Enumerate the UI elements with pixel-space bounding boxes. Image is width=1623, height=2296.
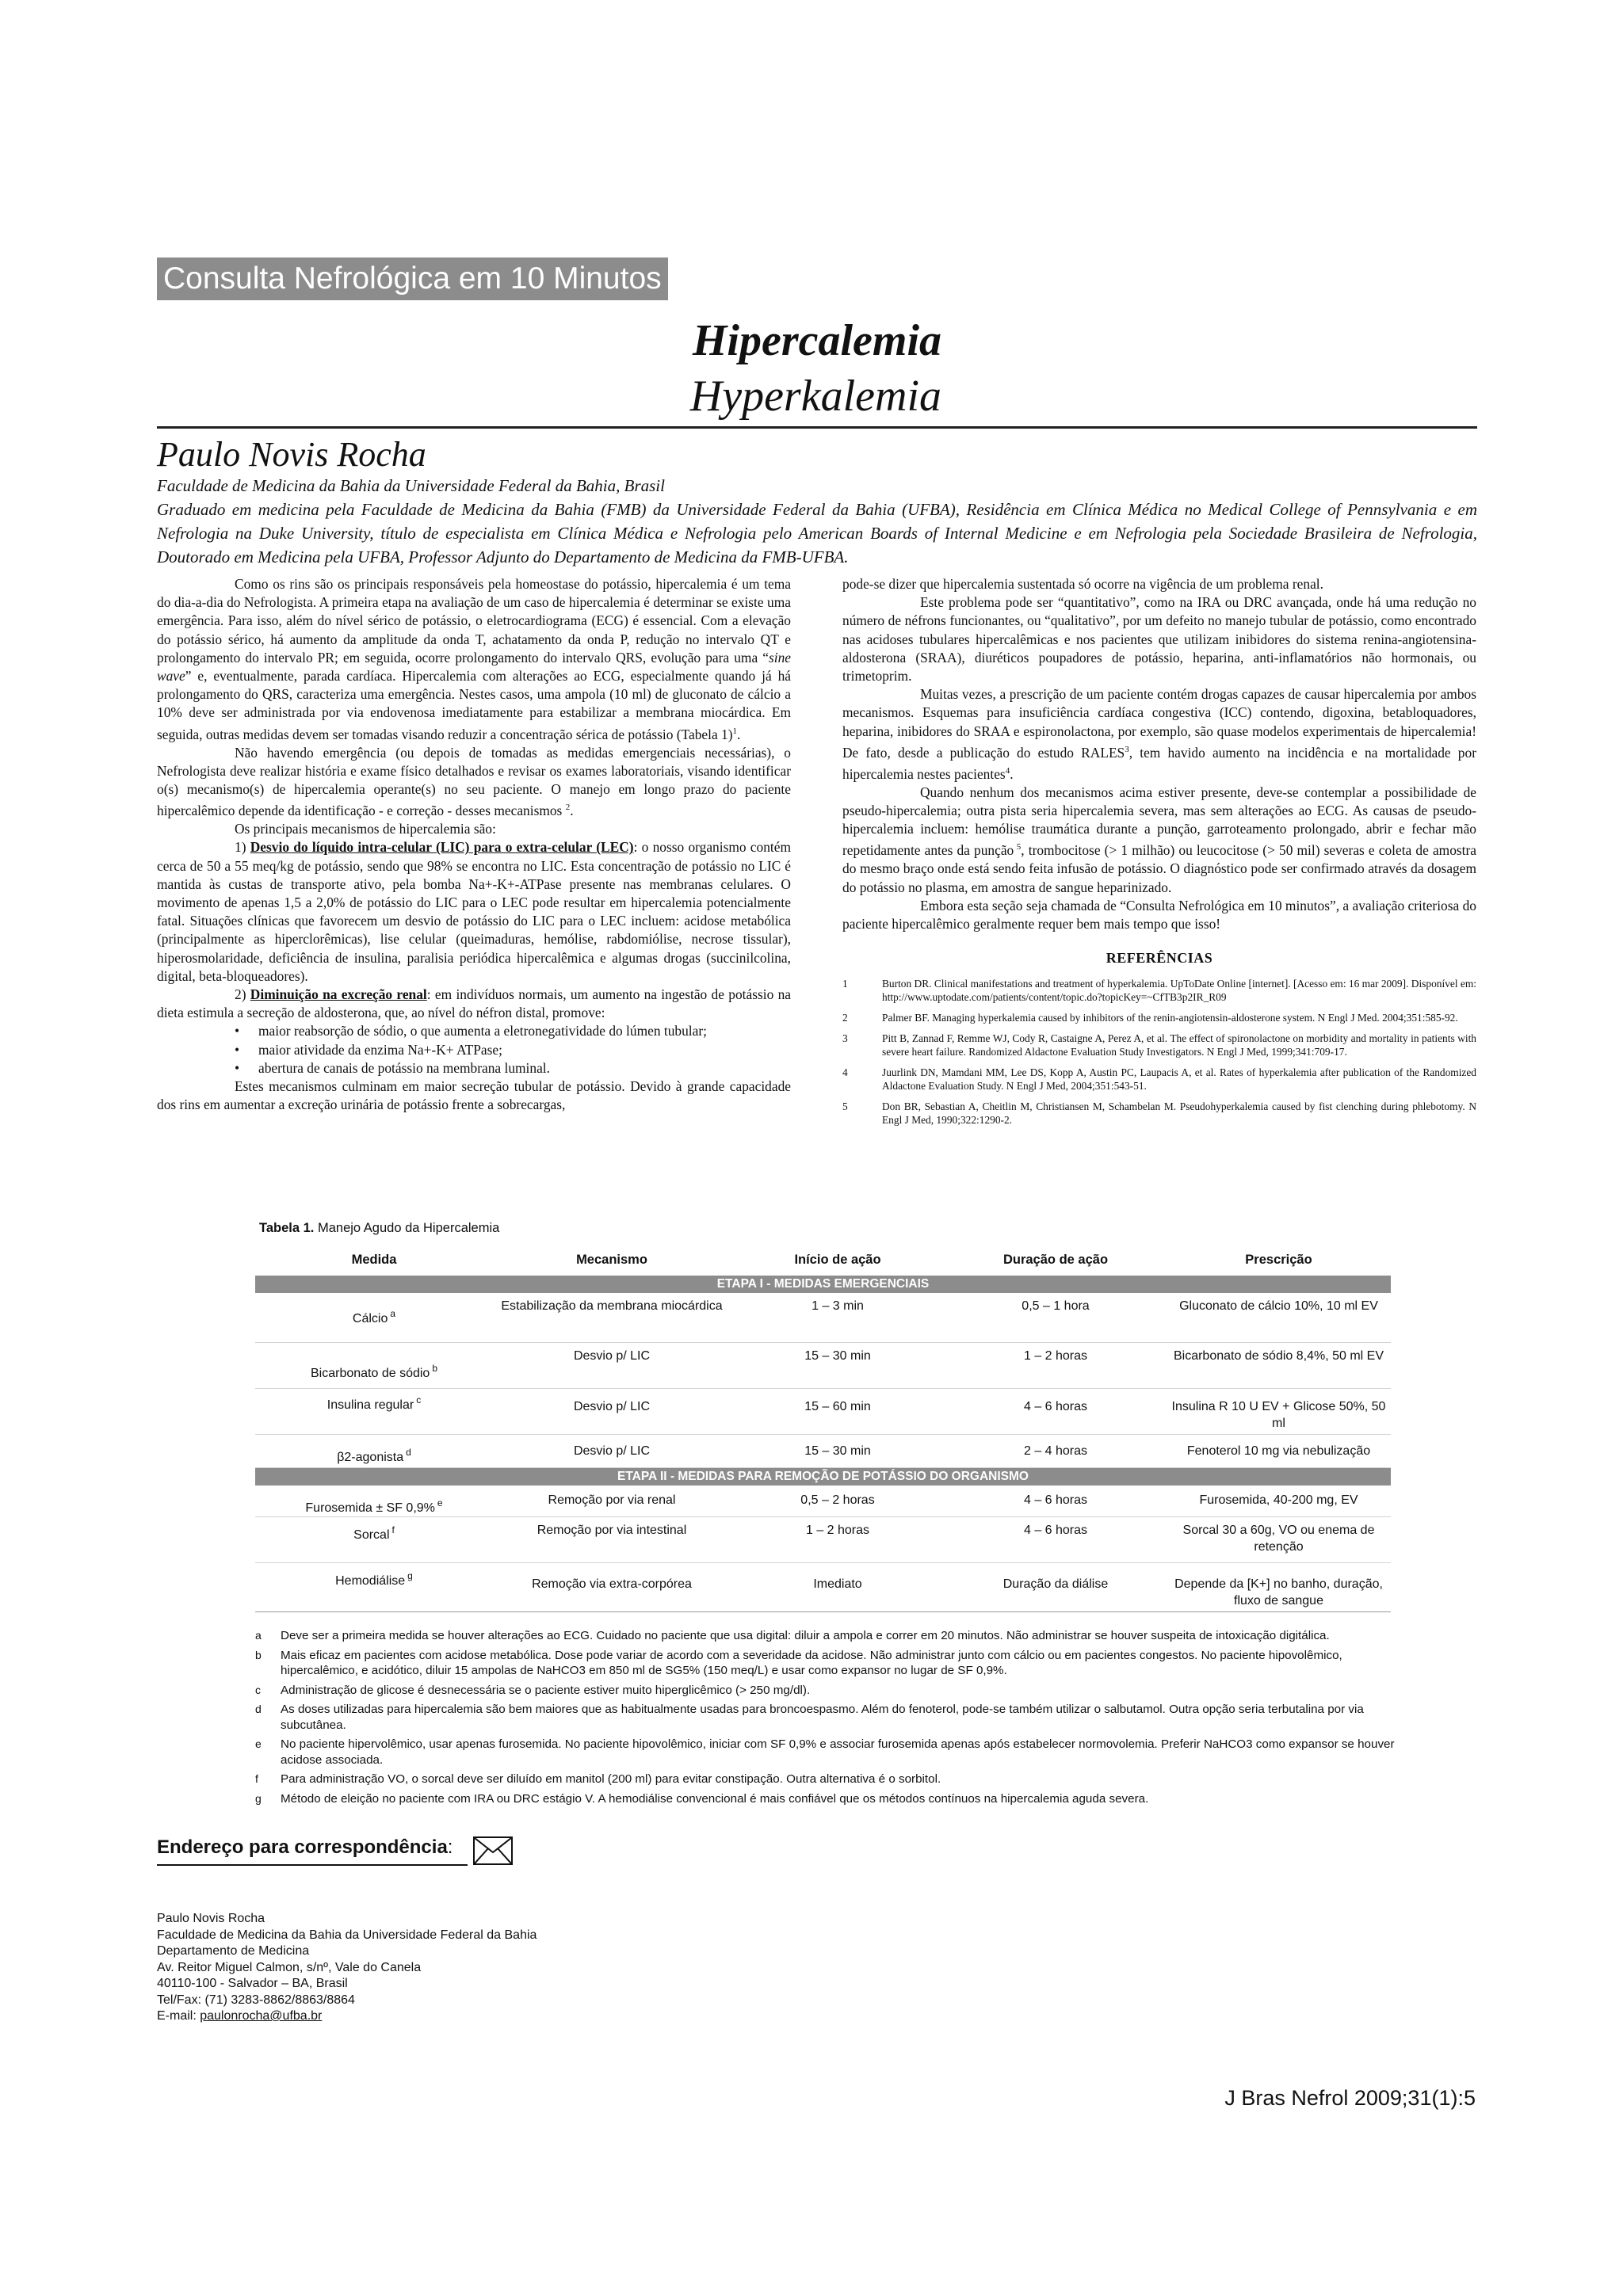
- table-caption: Tabela 1. Manejo Agudo da Hipercalemia: [259, 1221, 500, 1235]
- affiliation-line: Faculdade de Medicina da Bahia da Universidade Federal da Bahia, Brasil: [157, 476, 665, 495]
- cell-medida: Hemodiálise $^g$: [335, 1570, 413, 1588]
- body-column-right: [842, 575, 1476, 1134]
- paragraph: Embora esta seção seja chamada de “Consulta Nefrológica em 10 minutos”, a avaliação criteriosa do paciente hipercalêmico geralmente requer bem mais tempo que isso!: [842, 897, 1476, 933]
- author-name: Paulo Novis Rocha: [157, 435, 426, 474]
- management-table: [255, 1244, 1391, 1612]
- table-header-row: [255, 1244, 1391, 1276]
- footnote: c Administração de glicose é desnecessária se o paciente estiver muito hiperglicêmico (> 250 mg/dl).: [255, 1683, 811, 1697]
- cell-prescricao: Gluconato de cálcio 10%, 10 ml EV: [1179, 1299, 1378, 1313]
- paragraph: 2) Diminuição na excreção renal: em indivíduos normais, um aumento na ingestão de potássio na dieta estimula a secreção de aldosterona, que, ao nível do néfron distal, promove:: [157, 986, 791, 1021]
- cell-duracao: 2 – 4 horas: [1023, 1444, 1088, 1458]
- table-row: [255, 1435, 1391, 1468]
- cell-medida: Sorcal $^f$: [353, 1524, 395, 1542]
- footnote: g Método de eleição no paciente com IRA ou DRC estágio V. A hemodiálise convencional é mais confiável que os métodos contínuos na hipercalemia aguda severa.: [255, 1791, 1149, 1806]
- address-line: Av. Reitor Miguel Calmon, s/nº, Vale do Canela: [157, 1960, 422, 1974]
- cell-mecanismo: Desvio p/ LIC: [573, 1400, 651, 1413]
- list-item: • maior atividade da enzima Na+-K+ ATPase;: [235, 1041, 502, 1058]
- cell-duracao: 4 – 6 horas: [1023, 1400, 1088, 1413]
- cell-medida: β2-agonista $^d$: [337, 1447, 411, 1464]
- address-line: 40110-100 - Salvador – BA, Brasil: [157, 1977, 348, 1990]
- references-heading: REFERÊNCIAS: [1106, 950, 1213, 967]
- table-footnotes: [255, 1628, 1396, 1810]
- stage-banner: ETAPA II - MEDIDAS PARA REMOÇÃO DE POTÁSSIO DO ORGANISMO: [255, 1468, 1391, 1486]
- cell-mecanismo: Remoção por via renal: [548, 1493, 676, 1507]
- paragraph: Como os rins são os principais responsáveis pela homeostase do potássio, hipercalemia é um tema do dia-a-dia do Nefrologista. A primeira etapa na avaliação de um caso de hipercalemia é determinar se existe uma emergência. Para isso, além do nível sérico de potássio, o eletrocardiograma (ECG) é essencial. Com a elevação do potássio sérico, há aumento da amplitude da onda T, achatamento da onda P, redução no intervalo QT e prolongamento do intervalo PR; em seguida, ocorre prolongamento do intervalo QRS, evolução para uma “sine wave” e, eventualmente, parada cardíaca. Hipercalemia com alterações ao ECG, especialmente quando já há prolongamento do QRS, caracteriza uma emergência. Nestes casos, uma ampola (10 ml) de gluconato de cálcio a 10% deve ser administrada por via endovenosa imediatamente para estabilizar a membrana miocárdica. Em seguida, outras medidas devem ser tomadas visando reduzir a concentração sérica de potássio (Tabela 1)$^1$.: [157, 576, 791, 742]
- cell-inicio: 1 – 3 min: [812, 1299, 864, 1313]
- table-row: [255, 1389, 1391, 1435]
- title-block: [157, 313, 941, 424]
- header-rule: [157, 426, 1477, 429]
- table-row: [255, 1343, 1391, 1389]
- stage-banner: ETAPA I - MEDIDAS EMERGENCIAIS: [255, 1276, 1391, 1293]
- email-link[interactable]: paulonrocha@ufba.br: [200, 2009, 323, 2023]
- journal-citation: J Bras Nefrol 2009;31(1):5: [1224, 2086, 1476, 2110]
- footnote: f Para administração VO, o sorcal deve ser diluído em manitol (200 ml) para evitar constipação. Outra alternativa é o sorbitol.: [255, 1772, 941, 1786]
- correspondence-rule: [157, 1864, 468, 1866]
- cell-prescricao: Sorcal 30 a 60g, VO ou enema de retenção: [1182, 1524, 1375, 1554]
- cell-medida: Bicarbonato de sódio $^b$: [310, 1363, 437, 1380]
- cell-mecanismo: Desvio p/ LIC: [573, 1349, 651, 1363]
- email-line: E-mail: paulonrocha@ufba.br: [157, 2009, 323, 2023]
- address-line: Tel/Fax: (71) 3283-8862/8863/8864: [157, 1993, 355, 2007]
- cell-inicio: 1 – 2 horas: [805, 1524, 870, 1537]
- cell-mecanismo: Remoção via extra-corpórea: [532, 1577, 692, 1591]
- column-header: Prescrição: [1245, 1252, 1312, 1267]
- cell-mecanismo: Desvio p/ LIC: [573, 1444, 651, 1458]
- reference-item: 4 Juurlink DN, Mamdani MM, Lee DS, Kopp A, Austin PC, Laupacis A, et al. Rates of hyperkalemia after publication of the Randomized Aldactone Evaluation Study. N Engl J Med, 2004;351:543-51.: [842, 1066, 1476, 1093]
- cell-prescricao: Depende da [K+] no banho, duração, fluxo de sangue: [1174, 1577, 1383, 1608]
- cell-prescricao: Insulina R 10 U EV + Glicose 50%, 50 ml: [1171, 1400, 1386, 1430]
- paragraph: Quando nenhum dos mecanismos acima estiver presente, deve-se contemplar a possibilidade de pseudo-hipercalemia; outra pista seria hipercalemia severa, mas sem alterações ao ECG. As causas de pseudo-hipercalemia incluem: hemólise traumática durante a punção, garroteamento prolongado, abrir e fechar mão repetidamente antes da punção $^5$, trombocitose (> 1 milhão) ou leucocitose (> 50 mil) severas e coleta de amostra do mesmo braço onde está sendo feita infusão de potássio. O diagnóstico pode ser confirmado através da dosagem do potássio no plasma, em amostra de sangue heparinizado.: [842, 784, 1476, 895]
- reference-item: 1 Burton DR. Clinical manifestations and treatment of hyperkalemia. UpToDate Online [internet]. [Acesso em: 16 mar 2009]. Disponível em: http://www.uptodate.com/patients/content/topic.do?topicKey=~CfTB3p2IR_R09: [842, 978, 1476, 1004]
- footnote: d As doses utilizadas para hipercalemia são bem maiores que as habitualmente usadas para broncoespasmo. Além do fenoterol, pode-se também utilizar o salbutamol. Outra opção seria terbutalina por via subcutânea.: [255, 1703, 1364, 1732]
- paragraph: Este problema pode ser “quantitativo”, como na IRA ou DRC avançada, onde há uma redução no número de néfrons funcionantes, ou “qualitativo”, por um defeito no manejo tubular de potássio, como encontrado nas acidoses tubulares hipercalêmicas e nos pacientes que utilizam inibidores do sistema renina-angiotensina-aldosterona (SRAA), diuréticos poupadores de potássio, heparina, anti-inflamatórios não hormonais, ou trimetoprim.: [842, 594, 1476, 685]
- envelope-icon: [473, 1836, 513, 1865]
- column-header: Duração de ação: [1002, 1252, 1109, 1267]
- cell-inicio: 15 – 30 min: [804, 1349, 871, 1363]
- address-line: Departamento de Medicina: [157, 1944, 310, 1958]
- cell-mecanismo: Remoção por via intestinal: [537, 1524, 687, 1537]
- footnote: b Mais eficaz em pacientes com acidose metabólica. Dose pode variar de acordo com a severidade da acidose. Não administrar junto com cálcio ou em pacientes congestos. No paciente hipovolêmico, hipercalêmico, e acidótico, diluir 15 ampolas de NaHCO3 em 850 ml de SG5% (150 meq/L) e usar como expansor no lugar de SF 0,9%.: [255, 1648, 1342, 1677]
- cell-mecanismo: Estabilização da membrana miocárdica: [501, 1299, 723, 1313]
- list-item: • abertura de canais de potássio na membrana luminal.: [235, 1059, 550, 1076]
- table-row: [255, 1517, 1391, 1563]
- reference-item: 2 Palmer BF. Managing hyperkalemia caused by inhibitors of the renin-angiotensin-aldosterone system. N Engl J Med. 2004;351:585-92.: [842, 1012, 1458, 1024]
- column-header: Mecanismo: [576, 1252, 647, 1267]
- address-line: Faculdade de Medicina da Bahia da Universidade Federal da Bahia: [157, 1928, 537, 1942]
- cell-duracao: Duração da diálise: [1002, 1577, 1109, 1591]
- title-english: Hyperkalemia: [689, 372, 941, 421]
- column-header: Início de ação: [794, 1252, 881, 1267]
- table-row: [255, 1486, 1391, 1517]
- footnote: a Deve ser a primeira medida se houver alterações ao ECG. Cuidado no paciente que usa digital: diluir a ampola e correr em 20 minutos. Não administrar se houver suspeita de intoxicação digitálica.: [255, 1629, 1330, 1642]
- cell-prescricao: Fenoterol 10 mg via nebulização: [1186, 1444, 1371, 1458]
- author-affiliation: [157, 474, 1477, 569]
- paragraph: Os principais mecanismos de hipercalemia são:: [235, 821, 496, 837]
- paragraph: Não havendo emergência (ou depois de tomadas as medidas emergenciais necessárias), o Nefrologista deve realizar história e exame físico detalhados e revisar os exames laboratoriais, visando identificar o(s) mecanismo(s) de hipercalemia operante(s) no seu paciente. O manejo em longo prazo do paciente hipercalêmico depende da identificação - e correção - desses mecanismos $^2$.: [157, 744, 791, 819]
- cell-medida: Cálcio $^a$: [352, 1308, 396, 1325]
- cell-duracao: 4 – 6 horas: [1023, 1493, 1088, 1507]
- list-item: • maior reabsorção de sódio, o que aumenta a eletronegatividade do lúmen tubular;: [235, 1023, 707, 1039]
- cell-inicio: 15 – 30 min: [804, 1444, 871, 1458]
- reference-item: 5 Don BR, Sebastian A, Cheitlin M, Christiansen M, Schambelan M. Pseudohyperkalemia caused by fist clenching during phlebotomy. N Engl J Med, 1990;322:1290-2.: [842, 1100, 1476, 1127]
- footnote: e No paciente hipervolêmico, usar apenas furosemida. No paciente hipovolêmico, iniciar com SF 0,9% e associar furosemida apenas após estabelecer normovolemia. Preferir NaHCO3 como expansor se houver acidose associada.: [255, 1737, 1395, 1767]
- author-bio: Graduado em medicina pela Faculdade de Medicina da Bahia (FMB) da Universidade Federal da Bahia (UFBA), Residência em Clínica Médica no Medical College of Pennsylvania e em Nefrologia na Duke University, título de especialista em Clínica Médica e Nefrologia pelo American Boards of Internal Medicine e em Nefrologia pela Sociedade Brasileira de Nefrologia, Doutorado em Medicina pela UFBA, Professor Adjunto do Departamento de Medicina da FMB-UFBA.: [157, 500, 1477, 566]
- address-line: Paulo Novis Rocha: [157, 1912, 265, 1925]
- section-tag: Consulta Nefrológica em 10 Minutos: [157, 257, 668, 300]
- correspondence-address: [157, 1911, 632, 2025]
- paragraph: Muitas vezes, a prescrição de um paciente contém drogas capazes de causar hipercalemia por ambos mecanismos. Esquemas para insuficiência cardíaca congestiva (ICC) contendo, digoxina, betabloquadores, heparina, inibidores do SRAA e espironolactona, por exemplo, são quase modelos experimentais de hipercalemia! De fato, desde a publicação do estudo RALES$^3$, tem havido aumento na incidência e na mortalidade por hipercalemia nestes pacientes$^4$.: [842, 686, 1476, 782]
- reference-item: 3 Pitt B, Zannad F, Remme WJ, Cody R, Castaigne A, Perez A, et al. The effect of spironolactone on morbidity and mortality in patients with severe heart failure. Randomized Aldactone Evaluation Study Investigators. N Engl J Med, 1999;341:709-17.: [842, 1032, 1476, 1058]
- correspondence-heading: Endereço para correspondência:: [157, 1836, 453, 1858]
- cell-medida: Insulina regular $^c$: [327, 1394, 422, 1412]
- cell-inicio: 15 – 60 min: [804, 1400, 871, 1413]
- body-column-left: [157, 575, 791, 1114]
- cell-duracao: 1 – 2 horas: [1023, 1349, 1088, 1363]
- cell-medida: Furosemida ± SF 0,9% $^e$: [305, 1497, 443, 1515]
- title-portuguese: Hipercalemia: [692, 316, 941, 365]
- paragraph: Estes mecanismos culminam em maior secreção tubular de potássio. Devido à grande capacidade dos rins em aumentar a excreção urinária de potássio frente a sobrecargas,: [157, 1078, 791, 1113]
- cell-prescricao: Bicarbonato de sódio 8,4%, 50 ml EV: [1173, 1349, 1384, 1363]
- table-row: [255, 1293, 1391, 1343]
- cell-duracao: 0,5 – 1 hora: [1022, 1299, 1090, 1313]
- paragraph: pode-se dizer que hipercalemia sustentada só ocorre na vigência de um problema renal.: [842, 576, 1323, 592]
- cell-prescricao: Furosemida, 40-200 mg, EV: [1199, 1493, 1358, 1507]
- cell-inicio: Imediato: [813, 1577, 862, 1591]
- table-row: [255, 1563, 1391, 1612]
- column-header: Medida: [351, 1252, 397, 1267]
- paragraph: 1) Desvio do líquido intra-celular (LIC) para o extra-celular (LEC): o nosso organismo contém cerca de 50 a 55 meq/kg de potássio, sendo que 98% se encontra no LIC. Esta concentração de potássio no LIC é mantida às custas de transporte ativo, pela bomba Na+-K+-ATPase presente nas membranas celulares. O movimento de apenas 1,5 a 2,0% de potássio do LIC para o LEC pode resultar em hipercalemia potencialmente fatal. Situações clínicas que favorecem um desvio de potássio do LIC para o LEC incluem: acidose metabólica (principalmente as hiperclorêmicas), lise celular (queimaduras, hemólise, rabdomiólise, necrose tissular), hiperosmolaridade, deficiência de insulina, paralisia periódica hipercalêmica e algumas drogas (succinilcolina, digital, beta-bloqueadores).: [157, 839, 791, 984]
- cell-duracao: 4 – 6 horas: [1023, 1524, 1088, 1537]
- cell-inicio: 0,5 – 2 horas: [800, 1493, 875, 1507]
